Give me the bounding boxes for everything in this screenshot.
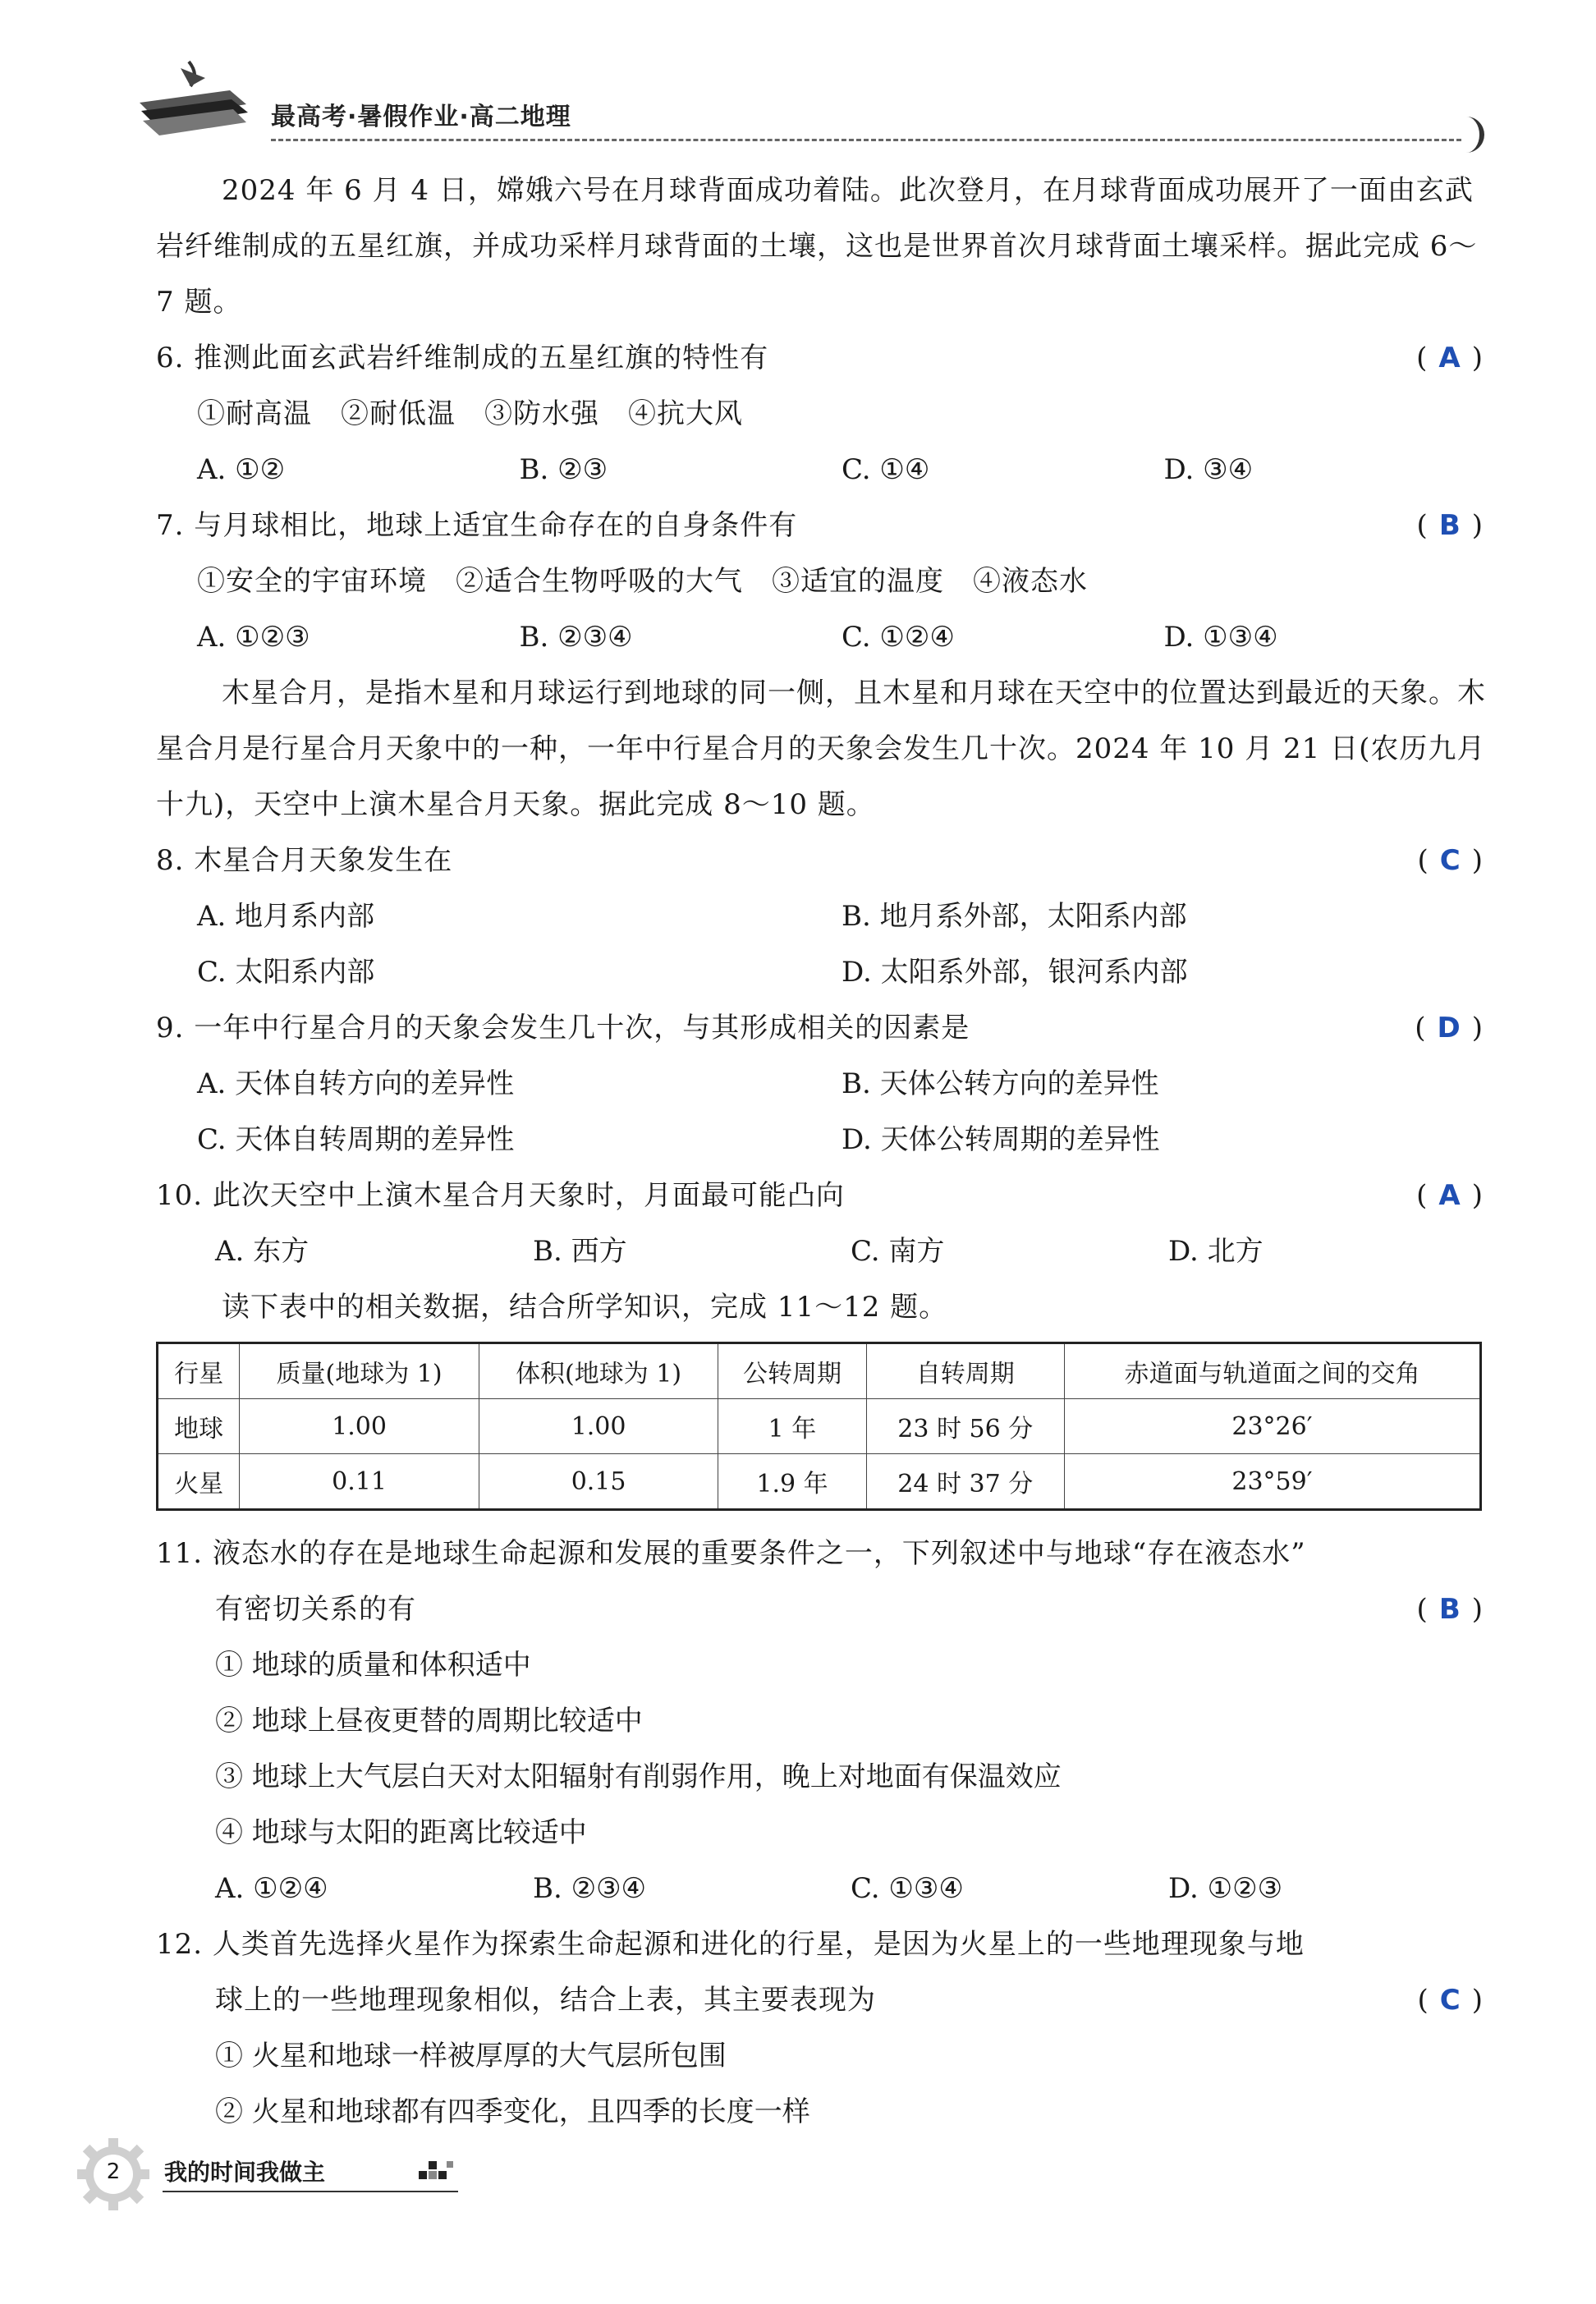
question-8-stem xyxy=(156,833,1486,888)
intro-paragraph-3: 读下表中的相关数据，结合所学知识，完成 11～12 题。 xyxy=(222,1291,948,1324)
option-b: B. ②③④ xyxy=(519,621,633,654)
page-content xyxy=(156,163,1486,2140)
question-text: 8. 木星合月天象发生在 xyxy=(156,844,453,877)
table-cell: 23°26′ xyxy=(1064,1399,1480,1454)
question-text: 9. 一年中行星合月的天象会发生几十次，与其形成相关的因素是 xyxy=(156,1012,970,1044)
question-text: 7. 与月球相比，地球上适宜生命存在的自身条件有 xyxy=(156,509,798,542)
question-text: 10. 此次天空中上演木星合月天象时，月面最可能凸向 xyxy=(156,1179,845,1212)
question-8-options-row-1 xyxy=(156,888,1486,944)
footer-motto: 我的时间我做主 xyxy=(164,2159,326,2186)
footer-underline xyxy=(163,2191,458,2192)
question-12-stem-line-1: 12. 人类首先选择火星作为探索生命起源和进化的行星，是因为火星上的一些地理现象与地 xyxy=(156,1928,1305,1961)
question-text: 有密切关系的有 xyxy=(215,1593,416,1626)
answer-box: ( C ) xyxy=(1417,844,1486,877)
question-7-stem xyxy=(156,498,1486,553)
table-cell: 1.00 xyxy=(240,1399,479,1454)
table-cell: 火星 xyxy=(158,1454,240,1510)
answer-letter: C xyxy=(1439,1984,1464,2017)
question-text: 6. 推测此面玄武岩纤维制成的五星红旗的特性有 xyxy=(156,342,769,374)
option-d: D. ①③④ xyxy=(1163,621,1278,654)
table-header: 质量(地球为 1) xyxy=(240,1343,479,1399)
table-row xyxy=(158,1454,1481,1510)
option-d: D. 北方 xyxy=(1168,1235,1264,1268)
answer-box: ( A ) xyxy=(1416,1179,1486,1212)
question-9-options-row-2 xyxy=(156,1112,1486,1168)
question-11-stem-line-2 xyxy=(156,1581,1486,1637)
question-7-options xyxy=(156,609,1486,665)
question-12-item: ① 火星和地球一样被厚厚的大气层所包围 xyxy=(215,2040,727,2072)
option-c: C. 南方 xyxy=(851,1235,945,1268)
table-header: 行星 xyxy=(158,1343,240,1399)
question-10-stem xyxy=(156,1168,1486,1223)
question-11-item: ① 地球的质量和体积适中 xyxy=(215,1649,531,1682)
question-text: 球上的一些地理现象相似，结合上表，其主要表现为 xyxy=(215,1984,876,2017)
answer-box: ( D ) xyxy=(1415,1012,1486,1044)
answer-letter: B xyxy=(1438,1593,1464,1626)
table-header: 赤道面与轨道面之间的交角 xyxy=(1064,1343,1480,1399)
option-d: D. ③④ xyxy=(1163,453,1254,486)
header-divider xyxy=(271,139,1461,141)
answer-box: ( B ) xyxy=(1416,1593,1486,1626)
table-cell: 1 年 xyxy=(718,1399,866,1454)
option-c: C. ①④ xyxy=(842,453,930,486)
question-10-options xyxy=(156,1223,1486,1279)
option-c: C. ①③④ xyxy=(851,1872,964,1905)
option-d: D. ①②③ xyxy=(1168,1872,1283,1905)
question-9-options-row-1 xyxy=(156,1056,1486,1112)
question-11-item: ② 地球上昼夜更替的周期比较适中 xyxy=(215,1705,643,1737)
table-cell: 1.9 年 xyxy=(718,1454,866,1510)
page-number: 2 xyxy=(106,2159,121,2184)
option-a: A. 天体自转方向的差异性 xyxy=(197,1067,515,1100)
question-11-stem-line-1: 11. 液态水的存在是地球生命起源和发展的重要条件之一，下列叙述中与地球“存在液态水” xyxy=(156,1537,1306,1570)
option-b: B. ②③④ xyxy=(533,1872,647,1905)
answer-letter: D xyxy=(1437,1012,1464,1044)
table-cell: 23 时 56 分 xyxy=(866,1399,1064,1454)
question-11-item: ③ 地球上大气层白天对太阳辐射有削弱作用，晚上对地面有保温效应 xyxy=(215,1760,1062,1793)
question-9-stem xyxy=(156,1000,1486,1056)
option-a: A. 东方 xyxy=(215,1235,310,1268)
answer-box: ( A ) xyxy=(1416,342,1486,374)
answer-box: ( C ) xyxy=(1417,1984,1486,2017)
question-12-item: ② 火星和地球都有四季变化，且四季的长度一样 xyxy=(215,2095,810,2128)
table-cell: 1.00 xyxy=(479,1399,718,1454)
table-cell: 23°59′ xyxy=(1064,1454,1480,1510)
question-7-items: ①安全的宇宙环境 ②适合生物呼吸的大气 ③适宜的温度 ④液态水 xyxy=(197,565,1088,598)
planet-data-table xyxy=(156,1342,1482,1511)
option-a: A. ①②③ xyxy=(197,621,310,654)
question-6-items: ①耐高温 ②耐低温 ③防水强 ④抗大风 xyxy=(197,397,743,430)
option-c: C. ①②④ xyxy=(842,621,955,654)
answer-letter: C xyxy=(1439,844,1464,877)
intro-paragraph-2: 木星合月，是指木星和月球运行到地球的同一侧，且木星和月球在天空中的位置达到最近的天象。木星合月是行星合月天象中的一种，一年中行星合月的天象会发生几十次。2024 年 10 月 21 日(农历九月十九)，天空中上演木星合月天象。据此完成 8～10 题。 xyxy=(156,677,1486,821)
table-header: 体积(地球为 1) xyxy=(479,1343,718,1399)
option-d: D. 太阳系外部，银河系内部 xyxy=(842,956,1188,989)
table-cell: 0.11 xyxy=(240,1454,479,1510)
book-icon xyxy=(131,53,255,144)
question-11-item: ④ 地球与太阳的距离比较适中 xyxy=(215,1816,587,1849)
page-footer xyxy=(74,2135,484,2209)
option-b: B. 地月系外部，太阳系内部 xyxy=(842,900,1187,933)
table-row xyxy=(158,1399,1481,1454)
option-b: B. 西方 xyxy=(533,1235,627,1268)
table-cell: 地球 xyxy=(158,1399,240,1454)
intro-paragraph-1: 2024 年 6 月 4 日，嫦娥六号在月球背面成功着陆。此次登月，在月球背面成功展开了一面由玄武岩纤维制成的五星红旗，并成功采样月球背面的土壤，这也是世界首次月球背面土壤采样。据此完成 6～7 题。 xyxy=(156,174,1478,319)
table-header-row xyxy=(158,1343,1481,1399)
answer-letter: B xyxy=(1438,509,1464,542)
table-header: 自转周期 xyxy=(866,1343,1064,1399)
question-6-stem xyxy=(156,330,1486,386)
answer-box: ( B ) xyxy=(1416,509,1486,542)
crescent-icon xyxy=(1461,115,1491,154)
squares-icon xyxy=(419,2159,455,2182)
option-d: D. 天体公转周期的差异性 xyxy=(842,1123,1160,1156)
question-11-options xyxy=(156,1861,1486,1916)
option-a: A. ①②④ xyxy=(215,1872,328,1905)
option-c: C. 天体自转周期的差异性 xyxy=(197,1123,515,1156)
question-6-options xyxy=(156,442,1486,498)
table-cell: 24 时 37 分 xyxy=(866,1454,1064,1510)
question-12-stem-line-2 xyxy=(156,1972,1486,2028)
option-a: A. ①② xyxy=(197,453,286,486)
option-b: B. 天体公转方向的差异性 xyxy=(842,1067,1159,1100)
table-header: 公转周期 xyxy=(718,1343,866,1399)
answer-letter: A xyxy=(1438,1179,1464,1212)
question-8-options-row-2 xyxy=(156,944,1486,1000)
answer-letter: A xyxy=(1438,342,1464,374)
option-b: B. ②③ xyxy=(519,453,608,486)
page-header xyxy=(140,86,1494,152)
option-c: C. 太阳系内部 xyxy=(197,956,375,989)
option-a: A. 地月系内部 xyxy=(197,900,375,933)
table-cell: 0.15 xyxy=(479,1454,718,1510)
header-title: 最高考·暑假作业·高二地理 xyxy=(271,103,571,131)
